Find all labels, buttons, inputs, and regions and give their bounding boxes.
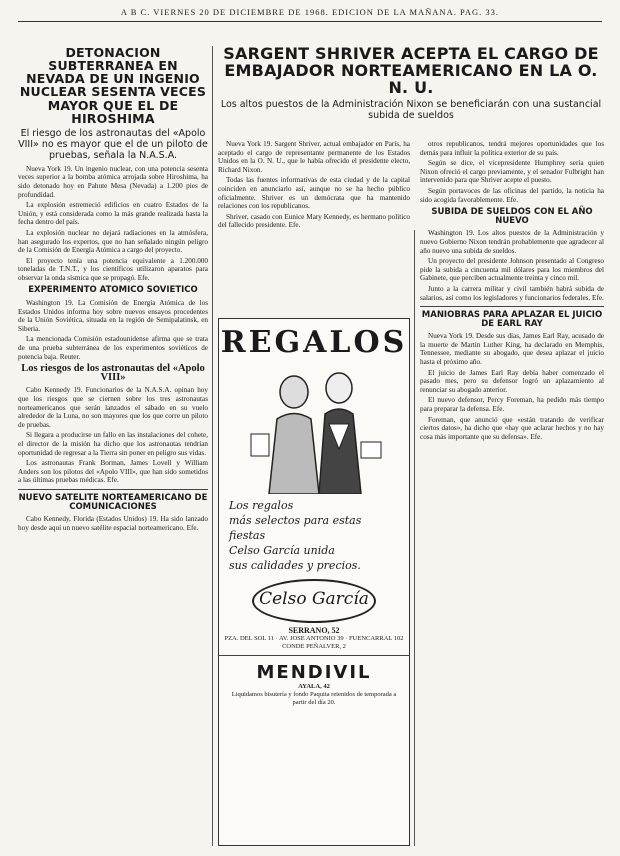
celso-garcia-logo: Celso García bbox=[252, 579, 376, 623]
article-paragraph: Los astronautas Frank Borman, James Lovell y William Anders son los pilotos del «Apolo VIII», que han sido sometidos a las últimas pruebas médicas. Efe. bbox=[18, 459, 208, 485]
ad-slogan-1: Los regalos bbox=[229, 499, 294, 512]
article-paragraph: Junto a la carrera militar y civil también habrá subida de salarios, así como los legisladores y funcionarios federales. Efe. bbox=[420, 284, 604, 302]
subhead-sueldos: Los altos puestos de la Administración Nixon se beneficiarán con una sustancial subida de sueldos bbox=[220, 99, 602, 122]
article-paragraph: El nuevo defensor, Percy Foreman, ha pedido más tiempo para preparar la defensa. Efe. bbox=[420, 396, 604, 414]
headline-satelite: NUEVO SATELITE NORTEAMERICANO DE COMUNICACIONES bbox=[18, 492, 208, 512]
ad-slogan-2: más selectos para estas fiestas bbox=[229, 514, 362, 542]
top-story bbox=[218, 46, 604, 125]
divider bbox=[18, 489, 208, 490]
divider bbox=[219, 655, 409, 656]
article-paragraph: Nueva York 19. Desde sus días, James Earl Ray, acusado de la muerte de Martin Luther King, ha declarado en Memphis, Tennessee, mediante su abogado, que desea aplazar el juicio hasta el próximo año. bbox=[420, 332, 604, 367]
article-paragraph: Cabo Kennedy 19. Funcionarios de la N.A.S.A. opinan hoy que los riesgos que se ciernen sobre los tres astronautas norteamericanos que serán lanzados el sábado en su vuelo alrededor de la Luna, no son mayores que los que corre un piloto de pruebas. bbox=[18, 386, 208, 429]
article-paragraph: otros republicanos, tendrá mejores oportunidades que los demás para influir la política exterior de su país. bbox=[420, 140, 604, 157]
ad-address: SERRANO, 52 bbox=[288, 626, 340, 635]
article-paragraph: Shriver, casado con Eunice Mary Kennedy, es hermano político del fallecido presidente. Efe. bbox=[218, 212, 410, 230]
headline-experimento: EXPERIMENTO ATOMICO SOVIETICO bbox=[28, 285, 198, 296]
column-divider bbox=[212, 46, 213, 846]
headline-maniobras: MANIOBRAS PARA APLAZAR EL JUICIO DE EARL RAY bbox=[421, 310, 603, 329]
column-right bbox=[420, 140, 604, 846]
subhead-riesgo: El riesgo de los astronautas del «Apolo VIII» no es mayor que el de un piloto de pruebas, señala la N.A.S.A. bbox=[18, 127, 208, 161]
article-paragraph: El juicio de James Earl Ray debía haber comenzado el pasado mes, pero su defensor logró un aplazamiento al renunciar su abogado anterior. bbox=[420, 368, 604, 394]
column-divider bbox=[414, 230, 415, 846]
ad-title: REGALOS bbox=[220, 325, 408, 360]
article-paragraph: La mencionada Comisión estadounidense afirma que se trata de una prueba subterránea de los experimentos soviéticos de potencia baja. Reuter. bbox=[18, 335, 208, 361]
divider bbox=[420, 306, 604, 307]
headline-riesgos: Los riesgos de los astronautas del «Apolo VIII» bbox=[21, 363, 205, 383]
ad-slogan-3: Celso García unida bbox=[229, 544, 335, 557]
page-header: A B C. VIERNES 20 DE DICIEMBRE DE 1968. EDICION DE LA MAÑANA. PAG. 33. bbox=[18, 7, 602, 22]
article-paragraph: Según portavoces de las oficinas del partido, la noticia ha sido acogida favorablemente. Efe. bbox=[420, 186, 604, 204]
article-paragraph: Washington 19. La Comisión de Energía Atómica de los Estados Unidos informa hoy sobre nuevos ensayos procedentes de la Unión Soviética, situada en la región de Semipalatinsk, en Siberia. bbox=[18, 299, 208, 333]
column-left bbox=[18, 46, 208, 846]
article-paragraph: Cabo Kennedy, Florida (Estados Unidos) 19. Ha sido lanzado hoy desde aquí un nuevo satélite espacial norteamericano. Efe. bbox=[18, 515, 208, 532]
article-paragraph: Todas las fuentes informativas de esta ciudad y de la capital coinciden en anunciarlo así, aunque no se ha hecho público oficialmente. Shriver es un demócrata que ha mantenido relaciones con los republicanos. bbox=[218, 176, 410, 211]
ad-address: AYALA, 42 bbox=[298, 683, 330, 690]
article-paragraph: Nueva York 19. Sargent Shriver, actual embajador en París, ha aceptado el cargo de representante permanente de los Estados Unidos en la O. N. U., que le había ofrecido el presidente electo, Richard Nixon. bbox=[218, 140, 410, 174]
couple-illustration-icon bbox=[239, 364, 389, 494]
ad-mendivil: MENDIVIL bbox=[256, 662, 372, 683]
article-paragraph: El proyecto tenía una potencia equivalente a 1.200.000 toneladas de T.N.T., y los científicos utilizaron aparatos para observar la onda sísmica que se propagó. Efe. bbox=[18, 256, 208, 282]
ad-note: Liquidamos bisutería y fondo Paquita retenidos de temporada a partir del día 20. bbox=[231, 691, 397, 706]
column-middle bbox=[218, 140, 410, 315]
article-paragraph: Nueva York 19. Un ingenio nuclear, con una potencia sesenta veces superior a la bomba atómica arrojada sobre Hiroshima, ha sido detonado hoy en Pahute Mesa (Nevada) a 1.200 pies de profundidad. bbox=[18, 164, 208, 199]
ad-illustration bbox=[239, 364, 389, 494]
advertisement-celso-garcia bbox=[218, 318, 410, 846]
article-paragraph: Foreman, que anunció que «están tratando de verificar ciertos datos», ha dicho que «hay que aclarar hechos y no hay cosa más importante que su defensa». Efe. bbox=[420, 415, 604, 441]
article-paragraph: Washington 19. Los altos puestos de la Administración y nuevo Gobierno Nixon tendrán probablemente que agradecer al año nuevo una subida de sueldos. bbox=[420, 229, 604, 255]
article-paragraph: Según se dice, el vicepresidente Humphrey sería quien Nixon ofreció el cargo previamente, y el senador Fulbright han intervenido para que Shriver acepte el puesto. bbox=[420, 159, 604, 185]
article-paragraph: La explosión estremeció edificios en cuatro Estados de la Unión, y está considerada como la más grande realizada hasta la fecha dentro del país. bbox=[18, 201, 208, 227]
headline-subida: SUBIDA DE SUELDOS CON EL AÑO NUEVO bbox=[431, 207, 593, 226]
headline-shriver: SARGENT SHRIVER ACEPTA EL CARGO DE EMBAJADOR NORTEAMERICANO EN LA O. N. U. bbox=[223, 44, 599, 97]
ad-slogan-4: sus calidades y precios. bbox=[229, 559, 361, 572]
ad-address: CONDE PEÑALVER, 2 bbox=[282, 643, 346, 650]
article-paragraph: Un proyecto del presidente Johnson presentado al Congreso pide la subida a cincuenta mil dólares para los miembros del Gabinete, que perciben actualmente treinta y cinco mil. bbox=[420, 257, 604, 283]
headline-detonacion: DETONACION SUBTERRANEA EN NEVADA DE UN INGENIO NUCLEAR SESENTA VECES MAYOR QUE EL DE HIROSHIMA bbox=[19, 46, 207, 126]
article-paragraph: Si llegara a producirse un fallo en las instalaciones del cohete, el director de la misión ha dicho que los astronautas tendrían oportunidad de regresar a la Tierra sin poner en peligro sus vidas. bbox=[18, 431, 208, 457]
article-paragraph: La explosión nuclear no dejará radiaciones en la atmósfera, han asegurado los expertos, que no han señalado ningún peligro de la Comisión de Energía Atómica a cargo del proyecto. bbox=[18, 228, 208, 255]
ad-address: PZA. DEL SOL 11 · AV. JOSE ANTONIO 39 · FUENCARRAL 102 bbox=[224, 635, 404, 642]
